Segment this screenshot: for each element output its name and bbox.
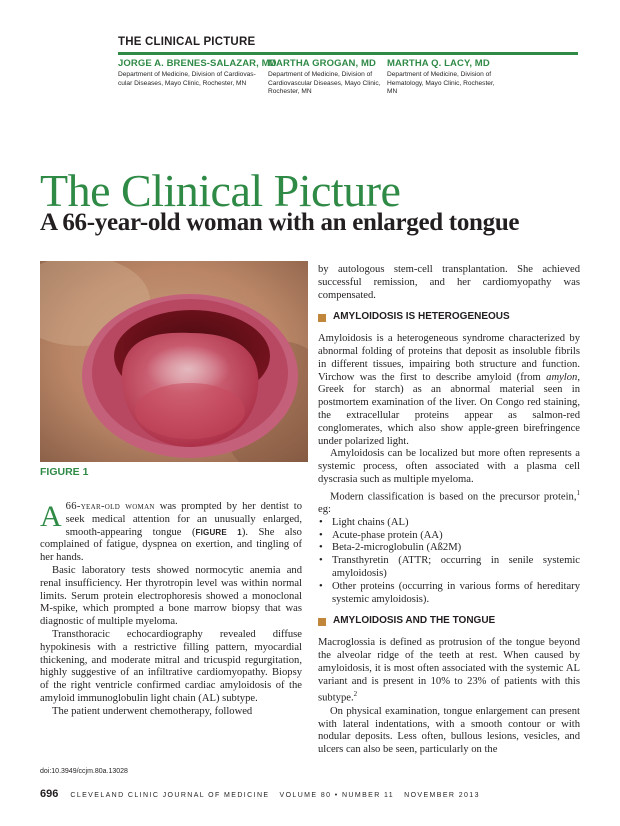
- text-run: , Greek for starch) as an abnormal material seen in postmortem examination of the liver. On Congo red staining, the extracellular proteins appear as salmon-red conglomerates, which also show apple-green birefringence under polarized light.: [318, 371, 580, 447]
- article-title: The Clinical Picture: [40, 165, 401, 216]
- text-run: Macroglossia is defined as protrusion of the tongue beyond the alveolar ridge of the teeth at rest. When caused by amyloidosis, it is most often associated with the systemic AL variant and is present in 10% to 23% of patients with this subtype.: [318, 637, 580, 704]
- author-3: [387, 58, 497, 97]
- author-1: [118, 58, 277, 88]
- paragraph: [318, 333, 580, 448]
- bullet-icon: •: [319, 555, 323, 567]
- paragraph: by autologous stem-cell transplantation. She achieved successful remission, and her cardiomyopathy was compensated.: [318, 264, 580, 301]
- page-number: 696: [40, 788, 59, 800]
- text-run: eg:: [318, 504, 331, 516]
- bullet-icon: •: [319, 580, 323, 592]
- author-name: MARTHA Q. LACY, MD: [387, 58, 490, 69]
- section-heading: [318, 311, 580, 324]
- author-affiliation: Department of Medicine, Division of Cardiovas-cular Diseases, Mayo Clinic, Rochester, MN: [118, 71, 256, 87]
- paragraph: [318, 637, 580, 706]
- author-2: [268, 58, 384, 97]
- text-run: Modern classification is based on the precursor protein,: [330, 491, 577, 503]
- tongue-photo: [40, 261, 308, 462]
- header-divider: [118, 52, 578, 55]
- paragraph: [40, 501, 302, 565]
- paragraph: Transthoracic echocardiography revealed diffuse hypokinesis with a restrictive filling pattern, myocardial thickening, and moderate mitral and tricuspid regurgitation, highly suggestive of an infiltrative cardiomyopathy. Biopsy of the right ventricle confirmed cardiac amyloidosis of the amyloid immunoglobulin light chain (AL) subtype.: [40, 628, 302, 704]
- section-heading: [318, 615, 580, 628]
- drop-cap: A: [40, 500, 62, 533]
- journal-info: CLEVELAND CLINIC JOURNAL OF MEDICINE VOLUME 80 • NUMBER 11 NOVEMBER 2013: [70, 792, 480, 799]
- list-item: [318, 542, 580, 555]
- article-subtitle: A 66-year-old woman with an enlarged tongue: [40, 209, 520, 236]
- bullet-icon: •: [319, 529, 323, 541]
- citation: 2: [353, 690, 358, 699]
- heading-text: AMYLOIDOSIS IS HETEROGENEOUS: [333, 311, 510, 323]
- heading-text: AMYLOIDOSIS AND THE TONGUE: [333, 615, 496, 627]
- text-run: ). She also complained of fatigue, dyspnea on exertion, and tingling of her hands.: [40, 526, 302, 564]
- bullet-list: [318, 517, 580, 607]
- bullet-icon: •: [319, 516, 323, 528]
- doi: doi:10.3949/ccjm.80a.13028: [40, 768, 128, 775]
- list-item-text: Light chains (AL): [332, 516, 409, 528]
- page-footer: [40, 788, 480, 800]
- paragraph: Basic laboratory tests showed normocytic anemia and renal insufficiency. Her thyrotropin level was within normal limits. Serum protein electrophoresis showed a monoclonal M-spike, which prompted a bone marrow biopsy that was diagnostic of multiple myeloma.: [40, 564, 302, 628]
- author-name: JORGE A. BRENES-SALAZAR, MD: [118, 58, 277, 69]
- paragraph: On physical examination, tongue enlargement can present with lateral indentations, with a smooth contour or with nodular deposits. Less often, bullous lesions, vesicles, and ulcers can also be seen, particularly on the: [318, 705, 580, 756]
- figure-label: FIGURE 1: [40, 466, 89, 478]
- lead-in-smallcaps: 66-year-old woman: [65, 501, 155, 512]
- section-label: THE CLINICAL PICTURE: [118, 36, 256, 48]
- author-name: MARTHA GROGAN, MD: [268, 58, 376, 69]
- list-item-text: Transthyretin (ATTR; occurring in senile systemic amyloidosis): [332, 555, 580, 580]
- left-column: [40, 501, 302, 719]
- text-run: Amyloidosis is a heterogeneous syndrome characterized by abnormal folding of proteins that deposit as insoluble fibrils in different tissues, impairing both structure and function. Virchow was the first to describe amyloid (from: [318, 333, 580, 383]
- author-affiliation: Department of Medicine, Division of Cardiovascular Diseases, Mayo Clinic, Rochester, MN: [268, 71, 381, 96]
- list-item-text: Acute-phase protein (AA): [332, 529, 443, 541]
- heading-square-icon: [318, 618, 326, 626]
- list-item: [318, 555, 580, 581]
- figure-reference: FIGURE 1: [195, 527, 242, 537]
- right-column: [318, 264, 580, 757]
- paragraph: Amyloidosis can be localized but more often represents a systemic process, often associated with a plasma cell dyscrasia such as multiple myeloma.: [318, 448, 580, 485]
- list-item: [318, 530, 580, 543]
- paragraph: [318, 487, 580, 517]
- heading-square-icon: [318, 314, 326, 322]
- paragraph: The patient underwent chemotherapy, followed: [52, 705, 253, 717]
- list-item: [318, 581, 580, 607]
- citation: 1: [576, 488, 580, 497]
- list-item-text: Beta-2-microglobulin (Aß2M): [332, 542, 462, 554]
- emphasis: amylon: [546, 371, 578, 383]
- list-item-text: Other proteins (occurring in various forms of hereditary systemic amyloidosis).: [332, 580, 580, 605]
- tongue-photo-illustration: [40, 261, 308, 462]
- list-item: [318, 517, 580, 530]
- author-affiliation: Department of Medicine, Division of Hematology, Mayo Clinic, Rochester, MN: [387, 71, 495, 96]
- bullet-icon: •: [319, 542, 323, 554]
- text-run: was prompted by her dentist to seek medical attention for an unusually enlarged, smooth-appearing tongue (: [65, 501, 302, 538]
